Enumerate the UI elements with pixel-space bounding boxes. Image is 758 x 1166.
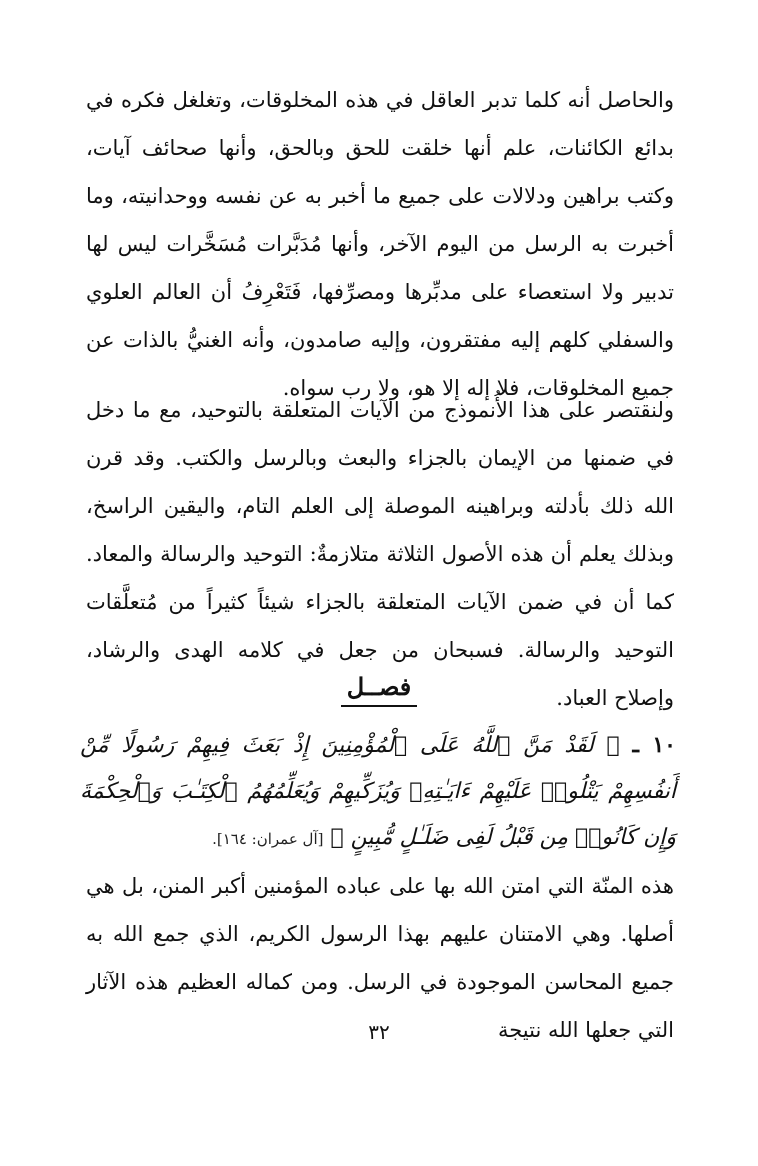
verse-number: ١٠ ـ bbox=[632, 732, 676, 758]
section-heading-text: فصــل bbox=[341, 672, 418, 707]
page-number: ٣٢ bbox=[368, 1020, 390, 1044]
verse-reference: [آل عمران: ١٦٤]. bbox=[212, 830, 324, 848]
quran-verse-block bbox=[80, 722, 676, 862]
paragraph-verse-commentary: هذه المنّة التي امتن الله بها على عباده المؤمنين أكبر المنن، بل هي أصلها. وهي الامتنان عليهم بهذا الرسول الكريم، الذي جمع الله به جميع المحاسن الموجودة في الرسل. ومن كماله العظيم هذه الآثار التي جعلها الله نتيجة bbox=[86, 874, 674, 1042]
section-heading bbox=[0, 672, 758, 707]
quran-verse-text: ﴿ لَقَدْ مَنَّ ٱللَّهُ عَلَى ٱلْمُؤْمِنِينَ إِذْ بَعَثَ فِيهِمْ رَسُولًا مِّنْ أَنفُسِهِمْ يَتْلُوا۟ عَلَيْهِمْ ءَايَـٰتِهِۦ وَيُزَكِّيهِمْ وَيُعَلِّمُهُمُ ٱلْكِتَـٰبَ وَٱلْحِكْمَةَ وَإِن كَانُوا۟ مِن قَبْلُ لَفِى ضَلَـٰلٍ مُّبِينٍ ﴾ bbox=[80, 733, 676, 850]
paragraph-contemplation: والحاصل أنه كلما تدبر العاقل في هذه المخلوقات، وتغلغل فكره في بدائع الكائنات، علم أنها خلقت للحق وبالحق، وأنها صحائف آيات، وكتب براهين ودلالات على جميع ما أخبر به عن نفسه ووحدانيته، وما أخبرت به الرسل من اليوم الآخر، وأنها مُدَبَّرات مُسَخَّرات ليس لها تدبير ولا استعصاء على مدبِّرها ومصرِّفها، فَتَعْرِفُ أن العالم العلوي والسفلي كلهم إليه مفتقرون، وإليه صامدون، وأنه الغنيُّ بالذات عن جميع المخلوقات، فلا إله إلا هو، ولا رب سواه. bbox=[86, 88, 674, 400]
paragraph-monotheism-verses: ولنقتصر على هذا الأُنموذج من الآيات المتعلقة بالتوحيد، مع ما دخل في ضمنها من الإيمان بالجزاء والبعث وبالرسل والكتب. وقد قرن الله ذلك بأدلته وبراهينه الموصلة إلى العلم التام، واليقين الراسخ، وبذلك يعلم أن هذه الأصول الثلاثة متلازمةٌ: التوحيد والرسالة والمعاد. كما أن في ضمن الآيات المتعلقة بالجزاء شيئاً كثيراً من مُتعلَّقات التوحيد والرسالة. فسبحان من جعل في كلامه الهدى والرشاد، وإصلاح العباد. bbox=[86, 398, 674, 710]
